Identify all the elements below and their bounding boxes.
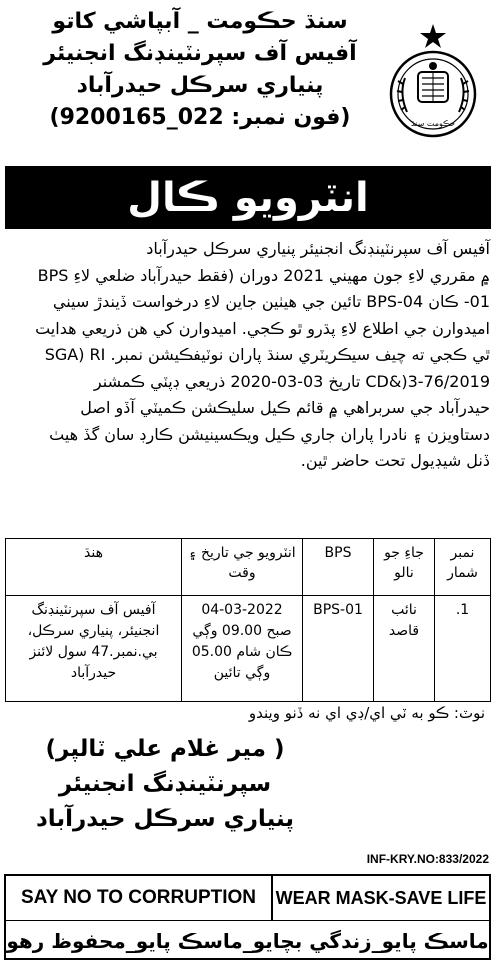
phone-number: 022_9200165) bbox=[49, 105, 224, 130]
cell-datetime bbox=[182, 596, 303, 702]
cell-bps: BPS-01 bbox=[303, 596, 374, 702]
anti-corruption-slogan: SAY NO TO CORRUPTION bbox=[6, 876, 273, 920]
table-row bbox=[6, 596, 491, 702]
department-title: سنڌ حڪومت _ آبپاشي کاتو bbox=[52, 9, 348, 34]
signatory-designation: سپرنٽينڊنگ انجنيئر bbox=[58, 771, 272, 797]
logo-caption: حڪومت سنڌ bbox=[410, 119, 456, 128]
cell-venue: آفيس آف سپرنٽينڊنگ انجنيئر، پنياري سرڪل، بي.نمبر.47 سول لائنز حيدرآباد bbox=[6, 596, 182, 702]
mask-slogan: WEAR MASK-SAVE LIFE bbox=[275, 887, 487, 908]
banner-title: انٽرويو ڪال bbox=[127, 174, 369, 221]
cell-date: 04-03-2022 bbox=[201, 602, 283, 618]
cell-time: صبح 09.00 وڳي ڪان شام 05.00 وڳي تائين bbox=[191, 623, 293, 681]
body-line: آفيس آف سپرنٽينڊنگ انجنيئر پنياري سرڪل حيدرآباد bbox=[146, 239, 490, 258]
signature-block bbox=[15, 732, 315, 837]
reference-number: INF-KRY.NO:833/2022 bbox=[366, 852, 489, 866]
body-line: دستاويزن ۽ نادرا پاران جاري ڪيل ويڪسينيشن ڪارڊ سان گڏ هيٺ bbox=[49, 424, 490, 444]
body-line: اميدوارن جي اطلاع لاءِ پڌرو ٿو ڪجي. اميدوارن کي هن ذريعي هدايت bbox=[35, 318, 490, 338]
footer-slogans bbox=[4, 874, 491, 960]
signatory-office: پنياري سرڪل حيدرآباد bbox=[36, 806, 294, 832]
header-serial: نمبر شمار bbox=[435, 539, 491, 596]
cell-serial: 1. bbox=[435, 596, 491, 702]
header bbox=[10, 6, 390, 134]
body-line: ڏنل شيڊيول تحت حاضر ٿين. bbox=[300, 451, 490, 470]
phone-line bbox=[10, 102, 390, 134]
body-line: 01- ڪان BPS-04 تائين جي هيٺين جاين لاءِ درخواست ڏيندڙ سيني bbox=[52, 292, 490, 311]
header-datetime: انٽرويو جي تاريخ ۽ وقت bbox=[182, 539, 303, 596]
circle-title: پنياري سرڪل حيدرآباد bbox=[76, 73, 324, 98]
body-line: ٿي ڪجي ته چيف سيڪريٽري سنڌ پاران نوٽيفڪيشن نمبر. SGA) RI bbox=[44, 345, 490, 364]
body-line: حيدرآباد جي سربراهي ۾ قائم ڪيل سليڪشن ڪميٽي آڏو اصل bbox=[80, 398, 490, 417]
note: نوٽ: ڪو به ٽي اي/ڊي اي نه ڏنو ويندو bbox=[248, 704, 485, 722]
table-header-row bbox=[6, 539, 491, 596]
signatory-name: ( مير غلام علي ٽالپر) bbox=[45, 736, 285, 762]
cell-post: نائب قاصد bbox=[374, 596, 435, 702]
interview-schedule-table bbox=[5, 538, 491, 702]
body-line: CD&)3-76/2019 تاريخ 03-03-2020 ذريعي ڊپٽي ڪمشنر bbox=[93, 371, 490, 391]
body-line: ۾ مقرري لاءِ جون مهيني 2021 دوران (فقط حيدرآباد ضلعي لاءِ BPS bbox=[37, 265, 490, 285]
footer-slogan-row bbox=[6, 876, 489, 921]
header-post: جاءِ جو نالو bbox=[374, 539, 435, 596]
office-title: آفيس آف سپرنٽينڊنگ انجنيئر bbox=[43, 41, 357, 66]
sindh-government-logo bbox=[385, 22, 481, 140]
notice-body bbox=[6, 236, 490, 475]
sindhi-mask-slogan: ماسڪ پايو_زندگي بچايو_ماسڪ پايو_محفوظ رهو bbox=[6, 929, 489, 953]
phone-label: (فون نمبر: bbox=[231, 105, 351, 130]
header-venue: هنڌ bbox=[6, 539, 182, 596]
header-bps: BPS bbox=[303, 539, 374, 596]
interview-call-banner bbox=[5, 166, 491, 229]
